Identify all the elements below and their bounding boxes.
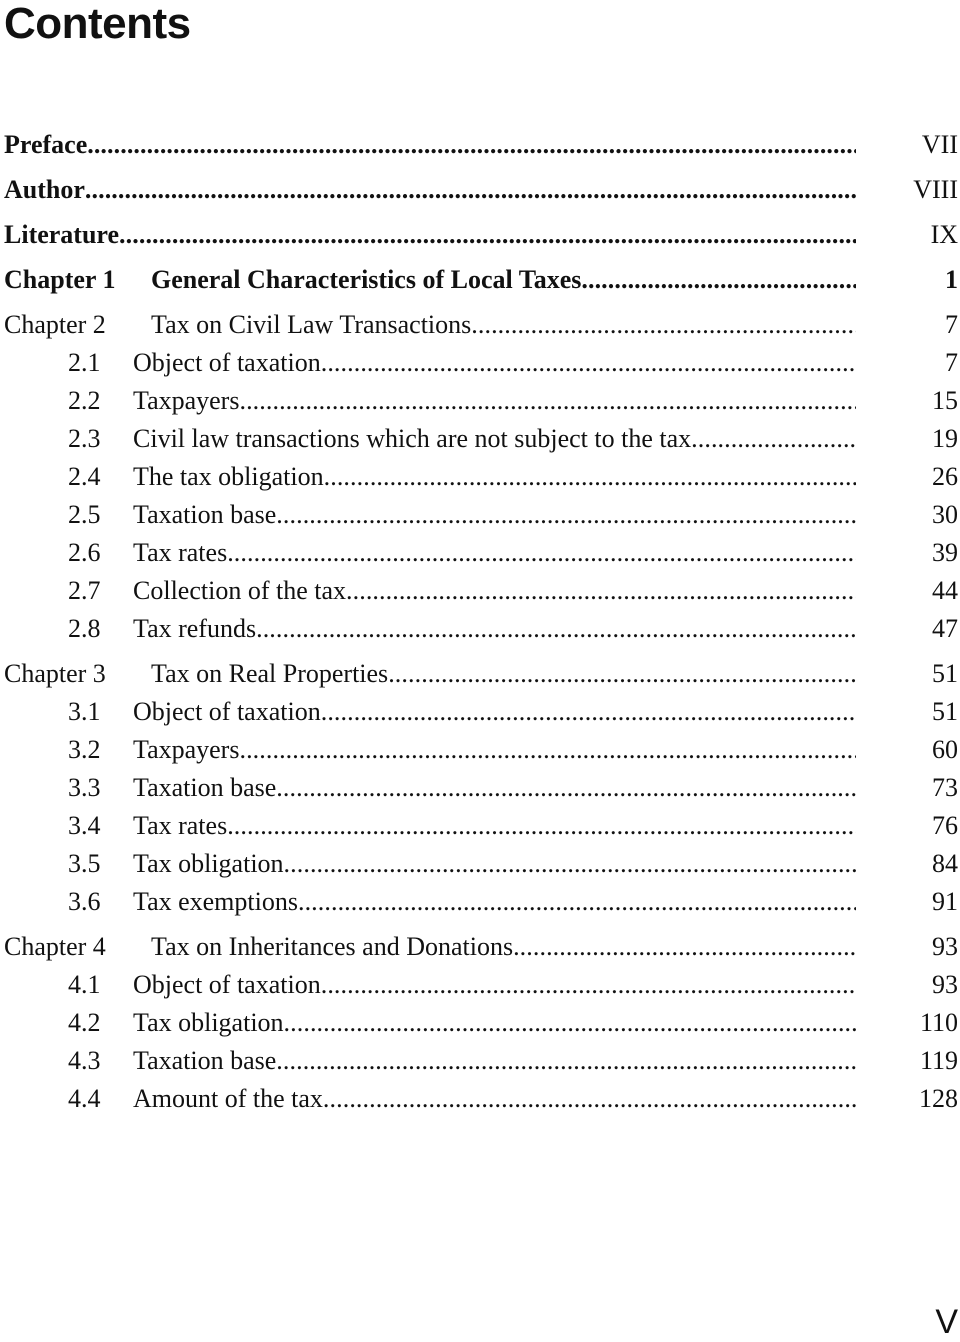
toc-section[interactable] bbox=[0, 769, 960, 807]
dot-leader bbox=[321, 344, 856, 382]
chapter-title: Tax on Inheritances and Donations bbox=[151, 932, 514, 961]
dot-leader bbox=[388, 655, 856, 693]
toc-section[interactable] bbox=[0, 496, 960, 534]
toc-page-number: 7 bbox=[945, 310, 958, 339]
dot-leader bbox=[323, 1080, 856, 1118]
section-title: Object of taxation bbox=[133, 970, 321, 999]
dot-leader bbox=[85, 171, 856, 209]
section-number: 4.2 bbox=[68, 1008, 101, 1037]
dot-leader bbox=[321, 693, 856, 731]
toc-page-number: 93 bbox=[932, 970, 958, 999]
dot-leader bbox=[227, 534, 856, 572]
section-number: 2.5 bbox=[68, 500, 101, 529]
dot-leader bbox=[87, 126, 856, 164]
chapter-title: Tax on Civil Law Transactions bbox=[151, 310, 472, 339]
section-number: 3.2 bbox=[68, 735, 101, 764]
toc-page-number: 76 bbox=[932, 811, 958, 840]
toc-section[interactable] bbox=[0, 883, 960, 921]
toc-chapter-4[interactable] bbox=[0, 928, 960, 966]
chapter-label: Chapter 3 bbox=[4, 659, 106, 688]
toc-section[interactable] bbox=[0, 344, 960, 382]
toc-page-number: VIII bbox=[913, 175, 958, 204]
chapter-label: Chapter 4 bbox=[4, 932, 106, 961]
toc-page-number: VII bbox=[921, 130, 958, 159]
toc-page-number: 110 bbox=[919, 1008, 958, 1037]
section-title: Taxation base bbox=[133, 500, 277, 529]
section-title: Taxation base bbox=[133, 773, 277, 802]
section-title: Tax obligation bbox=[133, 849, 284, 878]
toc-page-number: 47 bbox=[932, 614, 958, 643]
dot-leader bbox=[298, 883, 856, 921]
toc-page-number: 119 bbox=[919, 1046, 958, 1075]
toc-section[interactable] bbox=[0, 966, 960, 1004]
toc-page-number: 19 bbox=[932, 424, 958, 453]
toc-section[interactable] bbox=[0, 1004, 960, 1042]
chapter-label: Chapter 2 bbox=[4, 310, 106, 339]
section-number: 3.3 bbox=[68, 773, 101, 802]
section-title: Taxpayers bbox=[133, 735, 240, 764]
section-title: Taxpayers bbox=[133, 386, 240, 415]
section-number: 2.3 bbox=[68, 424, 101, 453]
dot-leader bbox=[276, 496, 856, 534]
toc-section[interactable] bbox=[0, 610, 960, 648]
dot-leader bbox=[346, 572, 856, 610]
section-title: Civil law transactions which are not subject to the tax bbox=[133, 424, 692, 453]
section-number: 2.2 bbox=[68, 386, 101, 415]
dot-leader bbox=[227, 807, 856, 845]
toc-section[interactable] bbox=[0, 534, 960, 572]
toc-page-number: 1 bbox=[945, 265, 958, 294]
dot-leader bbox=[513, 928, 856, 966]
toc-entry-author[interactable] bbox=[0, 171, 960, 209]
section-number: 2.7 bbox=[68, 576, 101, 605]
toc-page-number: 51 bbox=[932, 697, 958, 726]
section-title: Tax rates bbox=[133, 811, 228, 840]
section-number: 4.3 bbox=[68, 1046, 101, 1075]
toc-page-number: 93 bbox=[932, 932, 958, 961]
section-number: 2.4 bbox=[68, 462, 101, 491]
section-title: Object of taxation bbox=[133, 348, 321, 377]
dot-leader bbox=[471, 306, 856, 344]
dot-leader bbox=[581, 261, 856, 299]
dot-leader bbox=[691, 420, 856, 458]
toc-page-number: 84 bbox=[932, 849, 958, 878]
toc-section[interactable] bbox=[0, 807, 960, 845]
toc-entry-title: Author bbox=[4, 175, 85, 204]
toc-page-number: 44 bbox=[932, 576, 958, 605]
toc-page-number: 128 bbox=[919, 1084, 958, 1113]
footer-page-number: V bbox=[935, 1303, 958, 1341]
dot-leader bbox=[276, 1042, 856, 1080]
section-title: The tax obligation bbox=[133, 462, 324, 491]
dot-leader bbox=[276, 769, 856, 807]
section-number: 2.1 bbox=[68, 348, 101, 377]
toc-page-number: 73 bbox=[932, 773, 958, 802]
section-title: Taxation base bbox=[133, 1046, 277, 1075]
toc-section[interactable] bbox=[0, 572, 960, 610]
toc-section[interactable] bbox=[0, 693, 960, 731]
dot-leader bbox=[284, 1004, 856, 1042]
toc-page-number: 51 bbox=[932, 659, 958, 688]
toc-chapter-2[interactable] bbox=[0, 306, 960, 344]
toc-section[interactable] bbox=[0, 731, 960, 769]
toc-page-number: 39 bbox=[932, 538, 958, 567]
section-number: 3.5 bbox=[68, 849, 101, 878]
dot-leader bbox=[239, 731, 856, 769]
section-number: 3.1 bbox=[68, 697, 101, 726]
toc-page-number: 15 bbox=[932, 386, 958, 415]
section-number: 3.4 bbox=[68, 811, 101, 840]
toc-page-number: 7 bbox=[945, 348, 958, 377]
toc-chapter-3[interactable] bbox=[0, 655, 960, 693]
section-title: Tax obligation bbox=[133, 1008, 284, 1037]
section-number: 2.6 bbox=[68, 538, 101, 567]
toc-entry-literature[interactable] bbox=[0, 216, 960, 254]
toc-page-number: 26 bbox=[932, 462, 958, 491]
dot-leader bbox=[284, 845, 856, 883]
page-title: Contents bbox=[4, 0, 191, 48]
section-title: Collection of the tax bbox=[133, 576, 347, 605]
chapter-label: Chapter 1 bbox=[4, 265, 116, 294]
toc-section[interactable] bbox=[0, 1080, 960, 1118]
toc-page-number: 91 bbox=[932, 887, 958, 916]
toc-entry-title: Literature bbox=[4, 220, 120, 249]
section-title: Tax exemptions bbox=[133, 887, 298, 916]
toc-section[interactable] bbox=[0, 458, 960, 496]
toc-chapter-1[interactable] bbox=[0, 261, 960, 299]
toc-page-number: 30 bbox=[932, 500, 958, 529]
dot-leader bbox=[239, 382, 856, 420]
dot-leader bbox=[321, 966, 856, 1004]
section-title: Object of taxation bbox=[133, 697, 321, 726]
toc-section[interactable] bbox=[0, 382, 960, 420]
section-title: Tax refunds bbox=[133, 614, 257, 643]
dot-leader bbox=[256, 610, 856, 648]
toc-section[interactable] bbox=[0, 845, 960, 883]
section-number: 4.4 bbox=[68, 1084, 101, 1113]
toc-entry-preface[interactable] bbox=[0, 126, 960, 164]
chapter-title: Tax on Real Properties bbox=[151, 659, 389, 688]
section-number: 2.8 bbox=[68, 614, 101, 643]
toc-page-number: 60 bbox=[932, 735, 958, 764]
section-title: Amount of the tax bbox=[133, 1084, 323, 1113]
chapter-title: General Characteristics of Local Taxes bbox=[151, 265, 582, 294]
section-number: 4.1 bbox=[68, 970, 101, 999]
section-number: 3.6 bbox=[68, 887, 101, 916]
section-title: Tax rates bbox=[133, 538, 228, 567]
toc-page-number: IX bbox=[930, 220, 958, 249]
toc-section[interactable] bbox=[0, 420, 960, 458]
dot-leader bbox=[119, 216, 856, 254]
toc-section[interactable] bbox=[0, 1042, 960, 1080]
toc-entry-title: Preface bbox=[4, 130, 88, 159]
dot-leader bbox=[324, 458, 856, 496]
